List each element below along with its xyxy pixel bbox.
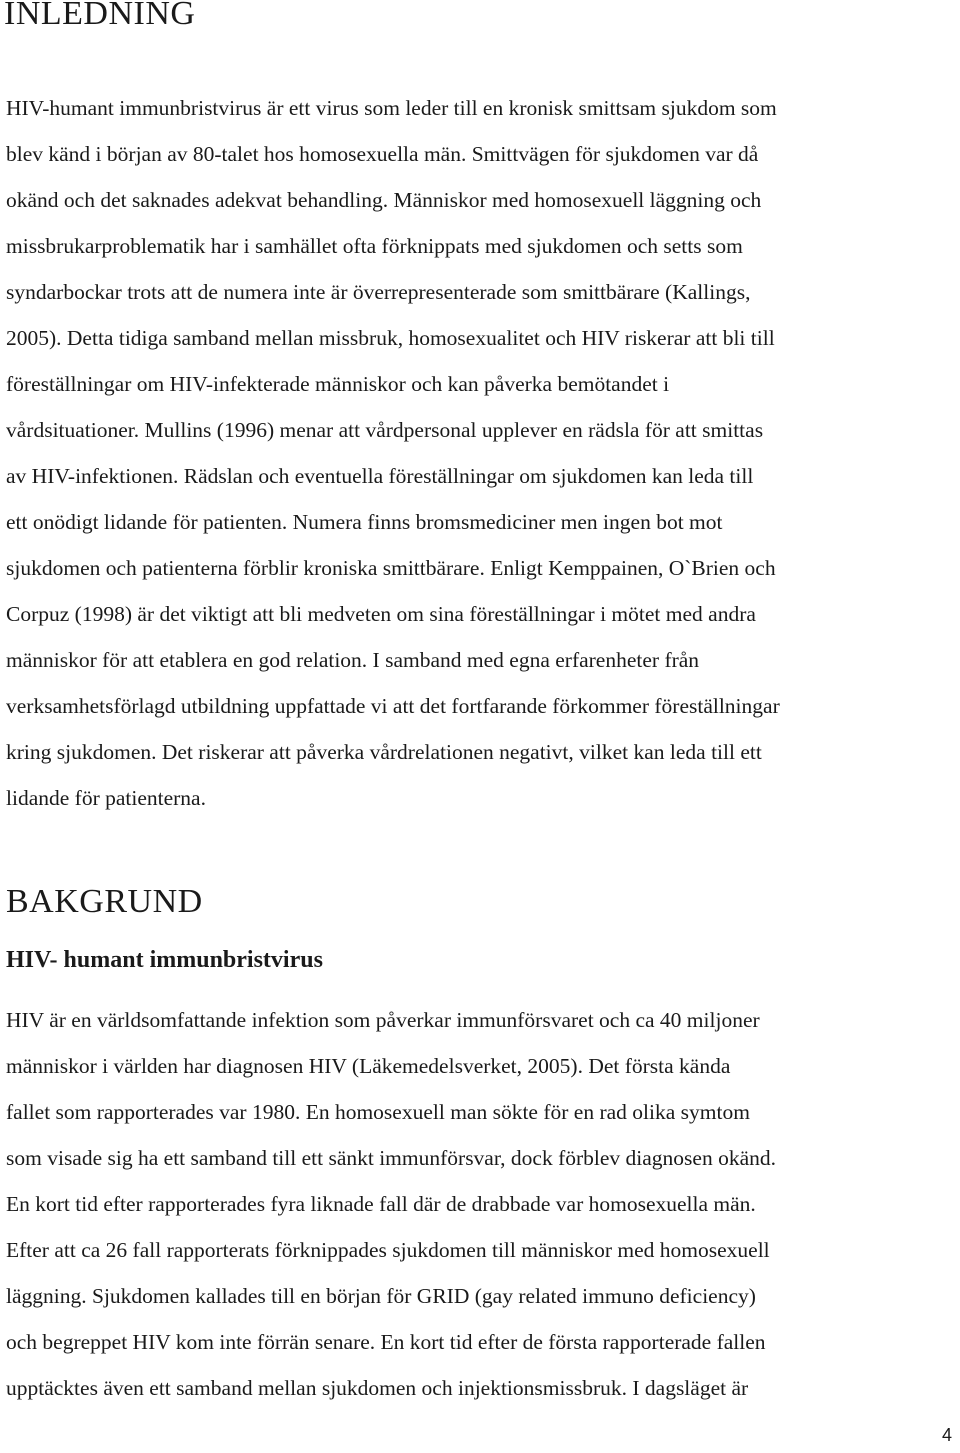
heading-bakgrund: BAKGRUND <box>6 883 203 920</box>
text-line: lidande för patienterna. <box>6 786 206 810</box>
heading-inledning: INLEDNING <box>4 0 196 32</box>
hiv-paragraph <box>6 997 776 1411</box>
text-line: och begreppet HIV kom inte förrän senare. En kort tid efter de första rapporterade fallen <box>6 1330 766 1354</box>
text-line: ett onödigt lidande för patienten. Numera finns bromsmediciner men ingen bot mot <box>6 510 723 534</box>
text-line: som visade sig ha ett samband till ett sänkt immunförsvar, dock förblev diagnosen okänd. <box>6 1146 777 1170</box>
text-line: föreställningar om HIV-infekterade människor och kan påverka bemötandet i <box>6 372 670 396</box>
text-line: sjukdomen och patienterna förblir kroniska smittbärare. Enligt Kemppainen, O`Brien och <box>6 556 776 580</box>
text-line: kring sjukdomen. Det riskerar att påverka vårdrelationen negativt, vilket kan leda till ett <box>6 740 762 764</box>
text-line: Efter att ca 26 fall rapporterats förknippades sjukdomen till människor med homosexuell <box>6 1238 770 1262</box>
text-line: människor för att etablera en god relation. I samband med egna erfarenheter från <box>6 648 700 672</box>
text-line: fallet som rapporterades var 1980. En homosexuell man sökte för en rad olika symtom <box>6 1100 750 1124</box>
text-line: syndarbockar trots att de numera inte är överrepresenterade som smittbärare (Kallings, <box>6 280 751 304</box>
text-line: Corpuz (1998) är det viktigt att bli medveten om sina föreställningar i mötet med andra <box>6 602 756 626</box>
text-line: människor i världen har diagnosen HIV (Läkemedelsverket, 2005). Det första kända <box>6 1054 731 1078</box>
text-line: verksamhetsförlagd utbildning uppfattade vi att det fortfarande förkommer föreställningar <box>6 694 780 718</box>
text-line: av HIV-infektionen. Rädslan och eventuella föreställningar om sjukdomen kan leda till <box>6 464 754 488</box>
subheading-hiv: HIV- humant immunbristvirus <box>6 947 323 973</box>
page-number: 4 <box>941 1425 952 1445</box>
text-line: HIV är en världsomfattande infektion som påverkar immunförsvaret och ca 40 miljoner <box>6 1008 760 1032</box>
text-line: 2005). Detta tidiga samband mellan missbruk, homosexualitet och HIV riskerar att bli till <box>6 326 775 350</box>
text-line: upptäcktes även ett samband mellan sjukdomen och injektionsmissbruk. I dagsläget är <box>6 1376 749 1400</box>
text-line: missbrukarproblematik har i samhället ofta förknippats med sjukdomen och setts som <box>6 234 743 258</box>
text-line: vårdsituationer. Mullins (1996) menar att vårdpersonal upplever en rädsla för att smittas <box>6 418 764 442</box>
text-line: HIV-humant immunbristvirus är ett virus som leder till en kronisk smittsam sjukdom som <box>6 96 777 120</box>
text-line: blev känd i början av 80-talet hos homosexuella män. Smittvägen för sjukdomen var då <box>6 142 759 166</box>
intro-paragraph <box>6 85 780 821</box>
text-line: okänd och det saknades adekvat behandling. Människor med homosexuell läggning och <box>6 188 762 212</box>
text-line: läggning. Sjukdomen kallades till en början för GRID (gay related immuno deficiency) <box>6 1284 756 1308</box>
text-line: En kort tid efter rapporterades fyra liknade fall där de drabbade var homosexuella män. <box>6 1192 756 1216</box>
